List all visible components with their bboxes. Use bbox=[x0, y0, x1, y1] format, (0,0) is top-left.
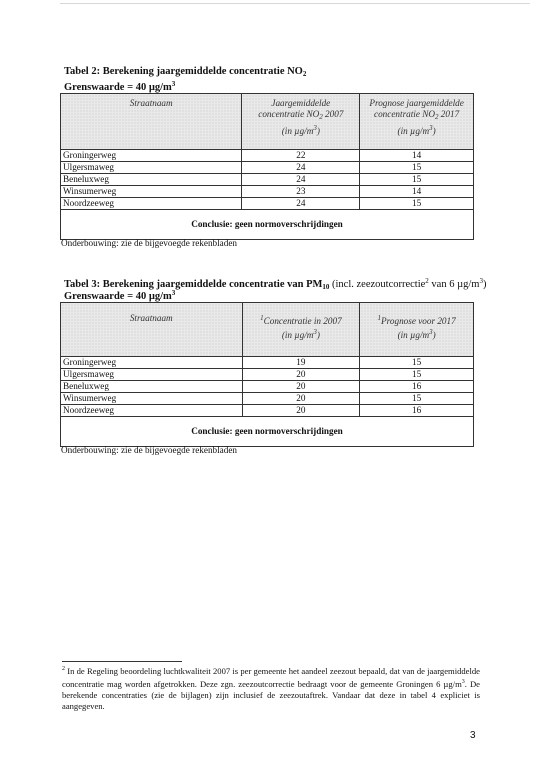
value-2007: 24 bbox=[242, 174, 360, 186]
table-row bbox=[61, 369, 474, 381]
table3-basis-note: Onderbouwing: zie de bijgevoegde rekenbladen bbox=[61, 445, 238, 455]
table-row bbox=[61, 357, 474, 369]
table2-header-conc2007: Jaargemiddelde concentratie $NO_2$ 2007 (in $\mu g/m^3$) bbox=[242, 94, 360, 150]
table-row bbox=[61, 393, 474, 405]
value-2017: 15 bbox=[360, 393, 474, 405]
value-2017: 15 bbox=[360, 162, 474, 174]
table2-title: Tabel 2: Berekening jaargemiddelde concentratie $NO_2$ bbox=[64, 66, 307, 78]
value-2007: 20 bbox=[242, 369, 360, 381]
table2-header-row bbox=[61, 94, 474, 150]
table3-conclusion: Conclusie: geen normoverschrijdingen bbox=[61, 417, 474, 447]
table2-limit: Grenswaarde = 40 $\mu g/m^3$ bbox=[64, 80, 176, 93]
value-2007: 22 bbox=[242, 150, 360, 162]
header-rule bbox=[60, 3, 530, 4]
page-number: 3 bbox=[470, 730, 476, 741]
street-name: Winsumerweg bbox=[61, 186, 242, 198]
value-2007: 19 bbox=[242, 357, 360, 369]
value-2007: 24 bbox=[242, 198, 360, 210]
table2-basis-note: Onderbouwing: zie de bijgevoegde rekenbladen bbox=[61, 238, 238, 248]
value-2017: 15 bbox=[360, 357, 474, 369]
street-name: Noordzeeweg bbox=[61, 198, 242, 210]
table-row bbox=[61, 186, 474, 198]
table2-conclusion: Conclusie: geen normoverschrijdingen bbox=[61, 210, 474, 240]
table3-header-street: Straatnaam bbox=[61, 303, 243, 357]
table3-header-conc2007: $^1$Concentratie in 2007 (in $\mu g/m^3$) bbox=[242, 303, 360, 357]
value-2007: 23 bbox=[242, 186, 360, 198]
table2 bbox=[60, 93, 474, 240]
footnote-separator bbox=[62, 661, 182, 662]
street-name: Ulgersmaweg bbox=[61, 369, 243, 381]
street-name: Winsumerweg bbox=[61, 393, 243, 405]
street-name: Ulgersmaweg bbox=[61, 162, 242, 174]
value-2007: 20 bbox=[242, 405, 360, 417]
value-2007: 24 bbox=[242, 162, 360, 174]
table3-limit: Grenswaarde = 40 $\mu g/m^3$ bbox=[64, 289, 176, 302]
table-row bbox=[61, 381, 474, 393]
street-name: Beneluxweg bbox=[61, 174, 242, 186]
table3-header-row bbox=[61, 303, 474, 357]
value-2017: 16 bbox=[360, 405, 474, 417]
table3-header-prognosis2017: $^1$Prognose voor 2017 (in $\mu g/m^3$) bbox=[360, 303, 474, 357]
value-2017: 15 bbox=[360, 198, 474, 210]
value-2017: 16 bbox=[360, 381, 474, 393]
table2-conclusion-row bbox=[61, 210, 474, 240]
table3 bbox=[60, 302, 474, 447]
table2-header-street: Straatnaam bbox=[61, 94, 242, 150]
street-name: Beneluxweg bbox=[61, 381, 243, 393]
table3-conclusion-row bbox=[61, 417, 474, 447]
value-2017: 14 bbox=[360, 186, 474, 198]
table-row bbox=[61, 150, 474, 162]
value-2007: 20 bbox=[242, 393, 360, 405]
value-2007: 20 bbox=[242, 381, 360, 393]
street-name: Groningerweg bbox=[61, 357, 243, 369]
table2-header-prognosis2017: Prognose jaargemiddelde concentratie $NO_2$ 2017 (in $\mu g/m^3$) bbox=[360, 94, 474, 150]
table-row bbox=[61, 198, 474, 210]
value-2017: 14 bbox=[360, 150, 474, 162]
table-row bbox=[61, 405, 474, 417]
value-2017: 15 bbox=[360, 174, 474, 186]
table-row bbox=[61, 162, 474, 174]
street-name: Groningerweg bbox=[61, 150, 242, 162]
value-2017: 15 bbox=[360, 369, 474, 381]
street-name: Noordzeeweg bbox=[61, 405, 243, 417]
table-row bbox=[61, 174, 474, 186]
table3-title: Tabel 3: Berekening jaargemiddelde concentratie van $PM_{10}$ (incl. zeezoutcorrectie$^2$ van 6 $\mu g/m^3$) bbox=[64, 277, 487, 291]
footnote: $^2$ In de Regeling beoordeling luchtkwaliteit 2007 is per gemeente het aandeel zeezout bepaald, dat van de jaargemiddelde concentratie mag worden afgetrokken. Deze zgn. zeezoutcorrectie bedraagt voor de gemeente Groningen 6 $\mu g/m^3$. De berekende concentraties (zie de bijlagen) zijn inclusief de zeezoutaftrek. Vandaar dat deze in tabel 4 expliciet is aangegeven. bbox=[62, 665, 480, 711]
footnote-marker: 2 bbox=[62, 666, 65, 672]
